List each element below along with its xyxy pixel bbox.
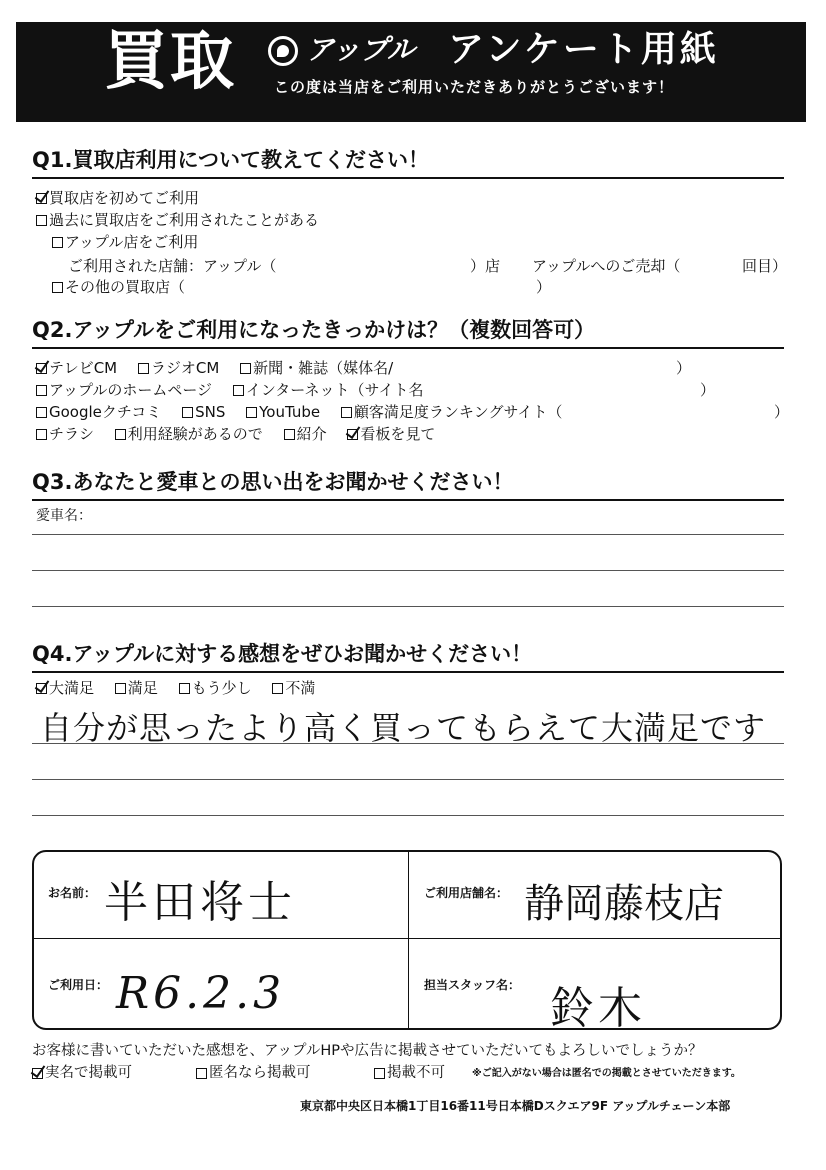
checkbox-icon[interactable]: [36, 407, 47, 418]
checkbox-icon[interactable]: [36, 385, 47, 396]
checkbox-checked-icon[interactable]: [32, 1068, 43, 1079]
q2-option-sns[interactable]: SNS: [182, 401, 225, 423]
q2-row-3: [36, 401, 578, 424]
q2-row-2: [36, 379, 439, 402]
q4-option-so-so[interactable]: もう少し: [179, 677, 252, 699]
header-banner: [16, 22, 806, 122]
date-value[interactable]: R6.2.3: [116, 968, 286, 1019]
staff-value[interactable]: 鈴木: [550, 983, 646, 1034]
checkbox-icon[interactable]: [179, 683, 190, 694]
checkbox-checked-icon[interactable]: [36, 193, 47, 204]
q1-store-used-label: ご利用された店舗：アップル（: [68, 257, 277, 275]
q1-sub-apple[interactable]: アップル店をご利用: [52, 231, 198, 253]
q2-row-3-close: ）: [774, 403, 790, 421]
footer-address: 東京都中央区日本橋1丁目16番11号日本橋Dスクエア9F アップルチェーン本部: [300, 1099, 731, 1113]
checkbox-icon[interactable]: [196, 1068, 207, 1079]
q4-option-very-satisfied[interactable]: 大満足: [36, 677, 94, 699]
info-divider-horizontal: [34, 938, 780, 939]
apple-logo-icon: [268, 36, 298, 66]
q4-rule: [32, 671, 784, 673]
q2-row-1: [36, 357, 409, 380]
checkbox-icon[interactable]: [36, 429, 47, 440]
q2-option-tv-cm[interactable]: テレビCM: [36, 357, 117, 379]
consent-note: ※ご記入がない場合は匿名での掲載とさせていただきます。: [472, 1068, 741, 1079]
customer-info-box: [32, 850, 782, 1034]
checkbox-checked-icon[interactable]: [36, 363, 47, 374]
consent-option-real-name[interactable]: 実名で掲載可: [32, 1062, 132, 1084]
q3-line-1[interactable]: [32, 534, 784, 535]
q2-option-signboard[interactable]: 看板を見て: [347, 423, 435, 445]
q1-option-past-use[interactable]: 過去に買取店をご利用されたことがある: [36, 209, 319, 231]
store-value[interactable]: 静岡藤枝店: [524, 881, 724, 927]
q1-other-close: ）: [536, 278, 552, 296]
q2-option-google[interactable]: Googleクチコミ: [36, 401, 161, 423]
date-label: ご利用日：: [48, 978, 109, 992]
checkbox-checked-icon[interactable]: [347, 429, 358, 440]
checkbox-icon[interactable]: [240, 363, 251, 374]
brand-name: アップル: [306, 33, 415, 66]
q2-rule: [32, 347, 784, 349]
checkbox-icon[interactable]: [115, 683, 126, 694]
q2-row-1-close: ）: [676, 359, 692, 377]
checkbox-icon[interactable]: [182, 407, 193, 418]
info-divider-vertical: [408, 852, 409, 1028]
q1-title: Q1.買取店利用について教えてください！: [32, 148, 430, 172]
form-title: アンケート用紙: [448, 29, 719, 70]
kaitori-logo: 買取: [104, 25, 236, 99]
consent-question: お客様に書いていただいた感想を、アップルHPや広告に掲載させていただいてもよろしいでしょうか？: [32, 1043, 703, 1059]
staff-label: 担当スタッフ名：: [424, 978, 521, 992]
checkbox-icon[interactable]: [246, 407, 257, 418]
q2-option-newspaper[interactable]: 新聞・雑誌（媒体名/: [240, 357, 393, 379]
q1-store-used-suffix: ）店: [470, 257, 501, 275]
q3-car-name-label: 愛車名：: [36, 508, 92, 524]
q4-title: Q4.アップルに対する感想をぜひお聞かせください！: [32, 642, 533, 666]
checkbox-icon[interactable]: [374, 1068, 385, 1079]
q1-sales-count-label: アップルへのご売却（: [532, 257, 681, 275]
q4-option-satisfied[interactable]: 満足: [115, 677, 158, 699]
consent-option-not-allowed[interactable]: 掲載不可: [374, 1062, 445, 1084]
q2-option-homepage[interactable]: アップルのホームページ: [36, 379, 212, 401]
consent-option-anonymous[interactable]: 匿名なら掲載可: [196, 1062, 311, 1084]
q1-sales-count-suffix: 回目）: [742, 257, 788, 275]
checkbox-icon[interactable]: [272, 683, 283, 694]
q4-line-1[interactable]: [32, 743, 784, 744]
q2-option-internet[interactable]: インターネット（サイト名: [233, 379, 424, 401]
checkbox-icon[interactable]: [284, 429, 295, 440]
checkbox-checked-icon[interactable]: [36, 683, 47, 694]
checkbox-icon[interactable]: [52, 282, 63, 293]
q4-line-3[interactable]: [32, 815, 784, 816]
q2-option-flyer[interactable]: チラシ: [36, 423, 94, 445]
q3-line-2[interactable]: [32, 570, 784, 571]
q4-handwritten-comment: 自分が思ったより高く買ってもらえて大満足です: [40, 709, 767, 747]
checkbox-icon[interactable]: [233, 385, 244, 396]
q2-option-referral[interactable]: 紹介: [284, 423, 327, 445]
name-label: お名前：: [48, 886, 97, 900]
q1-option-first-time[interactable]: 買取店を初めてご利用: [36, 187, 199, 209]
store-label: ご利用店舗名：: [424, 886, 509, 900]
q3-title: Q3.あなたと愛車との思い出をお聞かせください！: [32, 470, 514, 494]
q2-row-4: [36, 423, 451, 446]
checkbox-icon[interactable]: [115, 429, 126, 440]
q2-option-youtube[interactable]: YouTube: [246, 401, 320, 423]
q4-options: [36, 677, 331, 700]
q2-option-ranking[interactable]: 顧客満足度ランキングサイト（: [341, 401, 563, 423]
q2-row-2-close: ）: [700, 381, 716, 399]
form-subtitle: この度は当店をご利用いただきありがとうございます！: [274, 78, 675, 96]
checkbox-icon[interactable]: [36, 215, 47, 226]
checkbox-icon[interactable]: [341, 407, 352, 418]
q1-rule: [32, 177, 784, 179]
q3-rule: [32, 499, 784, 501]
q2-option-radio-cm[interactable]: ラジオCM: [138, 357, 219, 379]
q4-option-dissatisfied[interactable]: 不満: [272, 677, 315, 699]
checkbox-icon[interactable]: [138, 363, 149, 374]
q2-title: Q2.アップルをご利用になったきっかけは？（複数回答可）: [32, 318, 596, 342]
q1-sub-other[interactable]: その他の買取店（: [52, 276, 185, 298]
name-value[interactable]: 半田将士: [104, 877, 296, 928]
q4-line-2[interactable]: [32, 779, 784, 780]
checkbox-icon[interactable]: [52, 237, 63, 248]
q2-option-experience[interactable]: 利用経験があるので: [115, 423, 263, 445]
q3-line-3[interactable]: [32, 606, 784, 607]
